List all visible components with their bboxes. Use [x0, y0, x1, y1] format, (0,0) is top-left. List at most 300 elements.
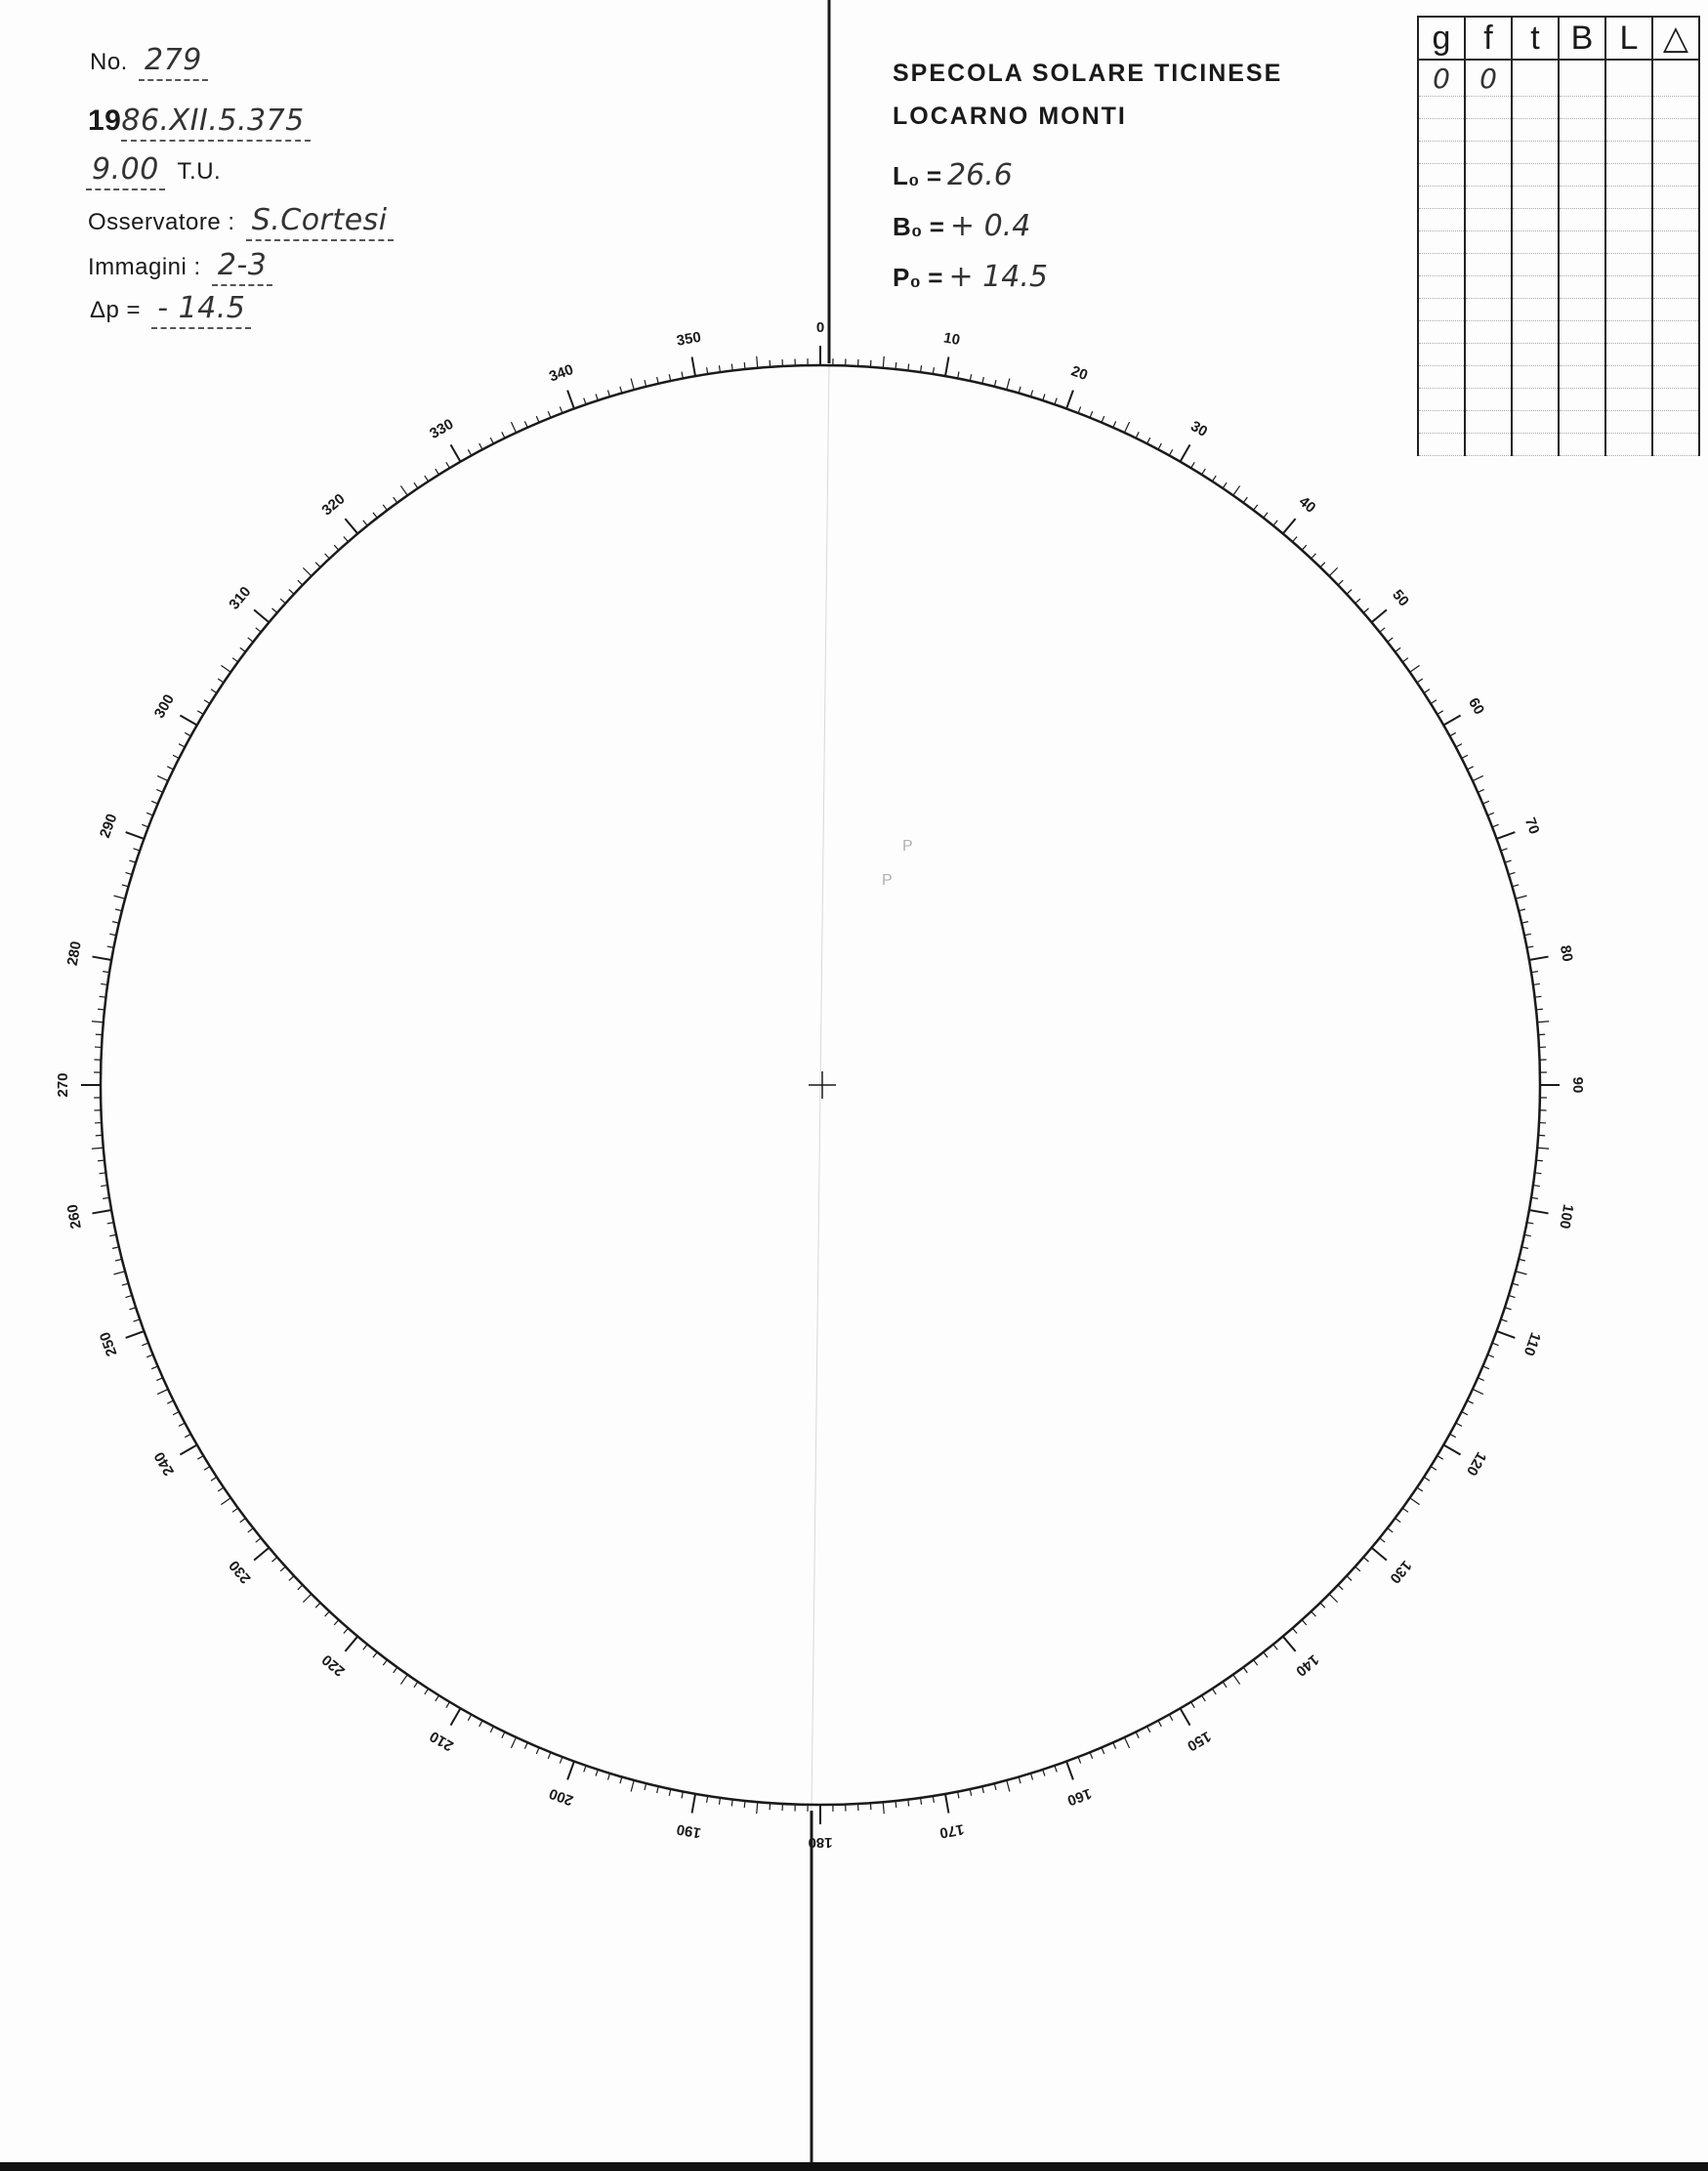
degree-tick [1524, 1234, 1531, 1235]
degree-label: 190 [675, 1820, 703, 1842]
degree-tick [298, 1585, 303, 1590]
date-prefix: 19 [88, 104, 122, 137]
degree-tick [1254, 505, 1258, 511]
delta-p-value: - 14.5 [151, 291, 251, 329]
degree-tick [692, 1794, 695, 1814]
degree-tick [425, 1689, 429, 1694]
degree-tick [1388, 638, 1394, 642]
degree-tick [1473, 1389, 1483, 1394]
degree-tick [146, 813, 152, 815]
degree-tick [248, 1528, 254, 1532]
page-bottom-edge [0, 2162, 1708, 2171]
record-number-value: 279 [139, 43, 208, 81]
table-cell: 0 [1465, 60, 1512, 97]
degree-label: 250 [96, 1329, 121, 1358]
degree-tick [1124, 1737, 1129, 1748]
degree-tick [511, 422, 516, 433]
degree-tick [970, 1789, 971, 1796]
degree-tick [218, 679, 224, 683]
observatory-location: LOCARNO MONTI [893, 103, 1127, 130]
degree-tick [1417, 679, 1423, 683]
degree-tick [1521, 1247, 1528, 1249]
degree-tick [584, 398, 586, 405]
degree-tick [254, 609, 269, 622]
observatory-name: SPECOLA SOLARE TICINESE [893, 60, 1283, 87]
degree-tick [1536, 1160, 1543, 1161]
degree-tick [1509, 1295, 1516, 1297]
degree-tick [1043, 1770, 1045, 1776]
degree-tick [511, 1737, 516, 1748]
images-value: 2-3 [212, 248, 273, 286]
degree-tick [1283, 519, 1296, 533]
degree-tick [1078, 1757, 1081, 1764]
degree-tick [982, 1786, 984, 1793]
degree-tick [345, 1637, 357, 1651]
degree-label: 350 [675, 328, 703, 350]
degree-tick [425, 476, 429, 481]
degree-tick [1497, 1331, 1516, 1338]
degree-tick [1293, 1628, 1298, 1633]
col-header-t: t [1512, 17, 1559, 60]
degree-tick [1302, 1620, 1307, 1625]
degree-tick [1380, 628, 1385, 632]
degree-tick [173, 1412, 179, 1415]
l0-value: 26.6 [947, 158, 1013, 192]
degree-tick [1450, 732, 1456, 735]
degree-tick [1158, 1721, 1161, 1727]
degree-label: 50 [1389, 586, 1412, 610]
degree-tick [157, 1389, 168, 1394]
degree-label: 120 [1463, 1448, 1490, 1479]
degree-tick [280, 599, 285, 604]
p0-label: P₀ = [893, 263, 943, 292]
degree-label: 210 [427, 1728, 457, 1755]
degree-tick [1467, 1400, 1473, 1403]
degree-tick [129, 860, 136, 862]
degree-tick [1535, 1173, 1542, 1174]
degree-tick [400, 1675, 407, 1685]
degree-tick [1090, 411, 1093, 417]
degree-tick [502, 432, 505, 438]
degree-label: 270 [54, 1072, 71, 1098]
degree-tick [197, 711, 203, 715]
degree-tick [524, 1742, 527, 1748]
degree-tick [179, 1423, 185, 1426]
degree-label: 180 [808, 1834, 833, 1852]
degree-tick [744, 1801, 745, 1808]
degree-tick [1462, 1412, 1468, 1415]
degree-tick [1467, 767, 1473, 770]
degree-tick [1055, 398, 1057, 405]
degree-tick [1158, 443, 1161, 449]
degree-tick [256, 1538, 261, 1542]
degree-tick [1202, 1695, 1206, 1701]
degree-tick [1424, 689, 1430, 693]
degree-tick [490, 1727, 493, 1733]
observer-label: Osservatore : [88, 209, 235, 235]
degree-tick [607, 391, 609, 397]
degree-tick [1030, 1774, 1032, 1780]
degree-tick [1347, 590, 1352, 595]
degree-tick [232, 1508, 238, 1512]
degree-tick [468, 1715, 471, 1721]
degree-tick [185, 732, 190, 735]
degree-tick [567, 391, 574, 409]
degree-tick [908, 1800, 909, 1807]
degree-tick [211, 689, 217, 693]
degree-tick [1233, 485, 1240, 495]
degree-label: 110 [1520, 1329, 1544, 1358]
table-cell: 0 [1418, 60, 1465, 97]
degree-tick [142, 1343, 148, 1346]
degree-tick [109, 1234, 116, 1235]
degree-tick [744, 362, 745, 369]
degree-tick [303, 1594, 311, 1602]
degree-tick [1424, 1477, 1430, 1481]
degree-tick [1124, 422, 1129, 433]
degree-tick [157, 775, 168, 780]
degree-tick [994, 1783, 996, 1790]
degree-tick [1456, 1423, 1462, 1426]
degree-tick [1147, 438, 1150, 443]
degree-tick [631, 1780, 634, 1792]
faint-mark: P [902, 838, 913, 855]
degree-tick [315, 563, 320, 567]
degree-tick [1437, 1456, 1443, 1460]
date-value: 86.XII.5.375 [121, 104, 310, 142]
record-number-label: No. [90, 49, 128, 75]
degree-tick [1147, 1727, 1150, 1733]
degree-tick [272, 1558, 277, 1563]
degree-tick [1273, 1645, 1277, 1649]
degree-tick [1396, 647, 1401, 651]
degree-tick [560, 1757, 562, 1764]
degree-tick [394, 1667, 397, 1673]
degree-tick [414, 1682, 418, 1688]
degree-tick [1355, 1566, 1360, 1571]
degree-tick [1516, 1272, 1527, 1274]
degree-label: 100 [1556, 1202, 1577, 1231]
degree-label: 310 [226, 583, 255, 613]
degree-tick [1181, 444, 1190, 461]
degree-label: 330 [427, 415, 457, 442]
degree-tick [1519, 1259, 1525, 1261]
degree-tick [1417, 1487, 1423, 1491]
degree-tick [112, 922, 119, 924]
degree-tick [1497, 832, 1516, 839]
degree-tick [1223, 1682, 1227, 1688]
degree-tick [536, 1747, 539, 1753]
degree-tick [1521, 922, 1528, 924]
degree-label: 30 [1187, 417, 1211, 440]
degree-tick [383, 505, 387, 511]
degree-tick [109, 934, 116, 935]
degree-tick [1501, 1319, 1508, 1321]
degree-tick [1524, 934, 1531, 935]
degree-tick [1090, 1752, 1093, 1758]
degree-tick [1509, 872, 1516, 874]
degree-tick [1388, 1528, 1394, 1532]
degree-tick [134, 1319, 141, 1321]
degree-tick [631, 379, 634, 391]
degree-tick [142, 824, 148, 827]
disk-center-cross [809, 1071, 836, 1099]
degree-tick [173, 755, 179, 758]
degree-tick [1372, 609, 1387, 622]
degree-tick [1535, 996, 1542, 997]
degree-tick [345, 519, 357, 533]
degree-tick [1536, 1009, 1543, 1010]
degree-tick [669, 1789, 670, 1796]
degree-tick [344, 1628, 349, 1633]
degree-tick [1402, 1508, 1408, 1512]
degree-tick [344, 537, 349, 542]
degree-tick [156, 1378, 162, 1381]
degree-tick [1202, 469, 1206, 475]
degree-tick [1273, 521, 1277, 525]
degree-tick [151, 801, 157, 804]
degree-tick [211, 1477, 217, 1481]
degree-tick [221, 1498, 230, 1505]
degree-tick [1487, 1355, 1493, 1357]
degree-tick [1243, 1667, 1247, 1673]
degree-tick [1492, 1343, 1499, 1346]
col-header-b: B [1559, 17, 1605, 60]
degree-tick [289, 590, 294, 595]
degree-label: 140 [1292, 1650, 1322, 1680]
degree-tick [436, 1695, 439, 1701]
degree-label: 280 [63, 939, 85, 968]
degree-label: 170 [937, 1820, 966, 1842]
degree-tick [180, 716, 196, 726]
degree-tick [1338, 1585, 1343, 1590]
degree-tick [502, 1732, 505, 1737]
degree-tick [98, 1009, 104, 1010]
degree-tick [1136, 1732, 1139, 1737]
time-value: 9.00 [86, 152, 165, 190]
degree-tick [115, 909, 122, 911]
degree-tick [373, 1652, 377, 1658]
degree-tick [524, 421, 527, 427]
degree-tick [596, 394, 598, 400]
degree-tick [93, 1210, 112, 1213]
degree-tick [146, 1355, 152, 1357]
degree-tick [414, 482, 418, 488]
p0-value: + 14.5 [948, 260, 1048, 294]
degree-tick [1505, 860, 1512, 862]
degree-tick [315, 1603, 320, 1607]
degree-tick [1462, 755, 1468, 758]
degree-tick [1181, 1708, 1190, 1725]
degree-label: 290 [96, 812, 121, 841]
degree-tick [114, 1272, 126, 1274]
faint-mark: P [882, 872, 893, 889]
degree-label: 300 [150, 691, 178, 722]
degree-tick [1443, 1445, 1460, 1455]
degree-tick [692, 357, 695, 377]
degree-tick [1078, 406, 1081, 413]
degree-tick [1212, 476, 1216, 481]
degree-tick [757, 1802, 758, 1814]
degree-label: 40 [1295, 493, 1319, 517]
degree-tick [100, 1173, 106, 1174]
degree-tick [883, 1802, 884, 1814]
degree-tick [1055, 1766, 1057, 1773]
degree-tick [1487, 813, 1493, 815]
degree-tick [731, 364, 732, 371]
degree-tick [280, 1566, 285, 1571]
degree-tick [945, 357, 948, 377]
degree-tick [298, 580, 303, 585]
degree-tick [218, 1487, 224, 1491]
degree-tick [363, 521, 367, 525]
b0-value: + 0.4 [949, 209, 1031, 243]
observer-value: S.Cortesi [246, 203, 394, 241]
degree-tick [1519, 909, 1525, 911]
degree-tick [156, 789, 162, 792]
degree-tick [115, 1259, 122, 1261]
degree-tick [1516, 896, 1527, 898]
degree-tick [126, 872, 133, 874]
degree-tick [1450, 1434, 1456, 1437]
degree-tick [1473, 775, 1483, 780]
degree-tick [1113, 421, 1116, 427]
delta-p-label: Δp = [90, 297, 142, 323]
degree-tick [1243, 497, 1247, 503]
col-header-delta: △ [1652, 17, 1699, 60]
degree-tick [303, 567, 311, 575]
degree-tick [1302, 545, 1307, 550]
degree-tick [1501, 849, 1508, 851]
images-label: Immagini : [88, 254, 201, 280]
central-meridian-line [812, 363, 829, 1811]
degree-label: 230 [226, 1557, 255, 1587]
degree-label: 130 [1386, 1557, 1415, 1587]
degree-tick [1066, 391, 1073, 409]
degree-tick [204, 700, 210, 704]
degree-tick [167, 767, 173, 770]
degree-tick [1338, 580, 1343, 585]
degree-tick [908, 364, 909, 371]
degree-tick [185, 1434, 190, 1437]
degree-tick [1320, 563, 1325, 567]
degree-tick [1537, 1022, 1549, 1023]
degree-tick [1396, 1519, 1401, 1523]
degree-tick [1478, 789, 1483, 792]
degree-tick [970, 374, 971, 381]
degree-tick [596, 1770, 598, 1776]
degree-tick [584, 1766, 586, 1773]
degree-label: 320 [318, 490, 349, 520]
degree-tick [256, 628, 261, 632]
degree-tick [126, 832, 145, 839]
degree-label: 240 [150, 1448, 178, 1479]
degree-tick [1437, 711, 1443, 715]
degree-tick [1529, 1210, 1549, 1213]
degree-tick [325, 554, 330, 559]
degree-tick [1329, 567, 1337, 575]
b0-label: B₀ = [893, 212, 944, 241]
degree-tick [1431, 700, 1437, 704]
degree-tick [607, 1774, 609, 1780]
degree-label: 220 [318, 1650, 349, 1680]
degree-tick [400, 485, 407, 495]
degree-tick [645, 1783, 646, 1790]
degree-tick [657, 377, 659, 384]
degree-tick [1007, 379, 1010, 391]
degree-tick [883, 356, 884, 368]
degree-tick [114, 896, 126, 898]
degree-tick [1355, 599, 1360, 604]
degree-tick [1529, 957, 1549, 960]
degree-tick [221, 665, 230, 672]
degree-tick [289, 1576, 294, 1581]
degree-tick [1312, 1611, 1316, 1616]
degree-label: 70 [1521, 815, 1543, 837]
degree-tick [151, 1366, 157, 1369]
degree-tick [490, 438, 493, 443]
degree-tick [982, 377, 984, 384]
degree-tick [479, 1721, 482, 1727]
degree-tick [1223, 482, 1227, 488]
degree-label: 340 [547, 360, 576, 386]
degree-tick [383, 1660, 387, 1666]
degree-tick [1030, 391, 1032, 397]
degree-tick [479, 443, 482, 449]
degree-tick [394, 497, 397, 503]
degree-label: 80 [1556, 943, 1576, 964]
degree-tick [1043, 394, 1045, 400]
degree-tick [100, 996, 106, 997]
degree-tick [1478, 1378, 1483, 1381]
degree-tick [451, 444, 461, 461]
degree-tick [669, 374, 670, 381]
degree-tick [1283, 1637, 1296, 1651]
degree-tick [272, 608, 277, 613]
degree-tick [1372, 1548, 1387, 1561]
degree-label: 60 [1465, 694, 1488, 718]
degree-tick [240, 647, 246, 651]
degree-tick [1402, 658, 1408, 662]
degree-tick [232, 658, 238, 662]
degree-tick [134, 849, 141, 851]
degree-label: 0 [815, 318, 825, 336]
degree-tick [1363, 608, 1368, 613]
degree-tick [167, 1400, 173, 1403]
degree-tick [436, 469, 439, 475]
degree-tick [1102, 416, 1104, 422]
degree-tick [657, 1786, 659, 1793]
degree-tick [548, 411, 551, 417]
degree-tick [204, 1467, 210, 1471]
col-header-g: g [1418, 17, 1465, 60]
degree-tick [1505, 1308, 1512, 1310]
degree-tick [1191, 462, 1195, 468]
degree-tick [1347, 1576, 1352, 1581]
degree-tick [1169, 1715, 1172, 1721]
degree-tick [1329, 1594, 1337, 1602]
degree-tick [1410, 665, 1420, 672]
degree-tick [1380, 1538, 1385, 1542]
degree-tick [1410, 1498, 1420, 1505]
degree-tick [446, 1702, 450, 1708]
degree-tick [112, 1247, 119, 1249]
degree-tick [1102, 1747, 1104, 1753]
time-suffix: T.U. [177, 158, 222, 185]
degree-tick [994, 380, 996, 387]
degree-tick [560, 406, 562, 413]
degree-tick [1431, 1467, 1437, 1471]
